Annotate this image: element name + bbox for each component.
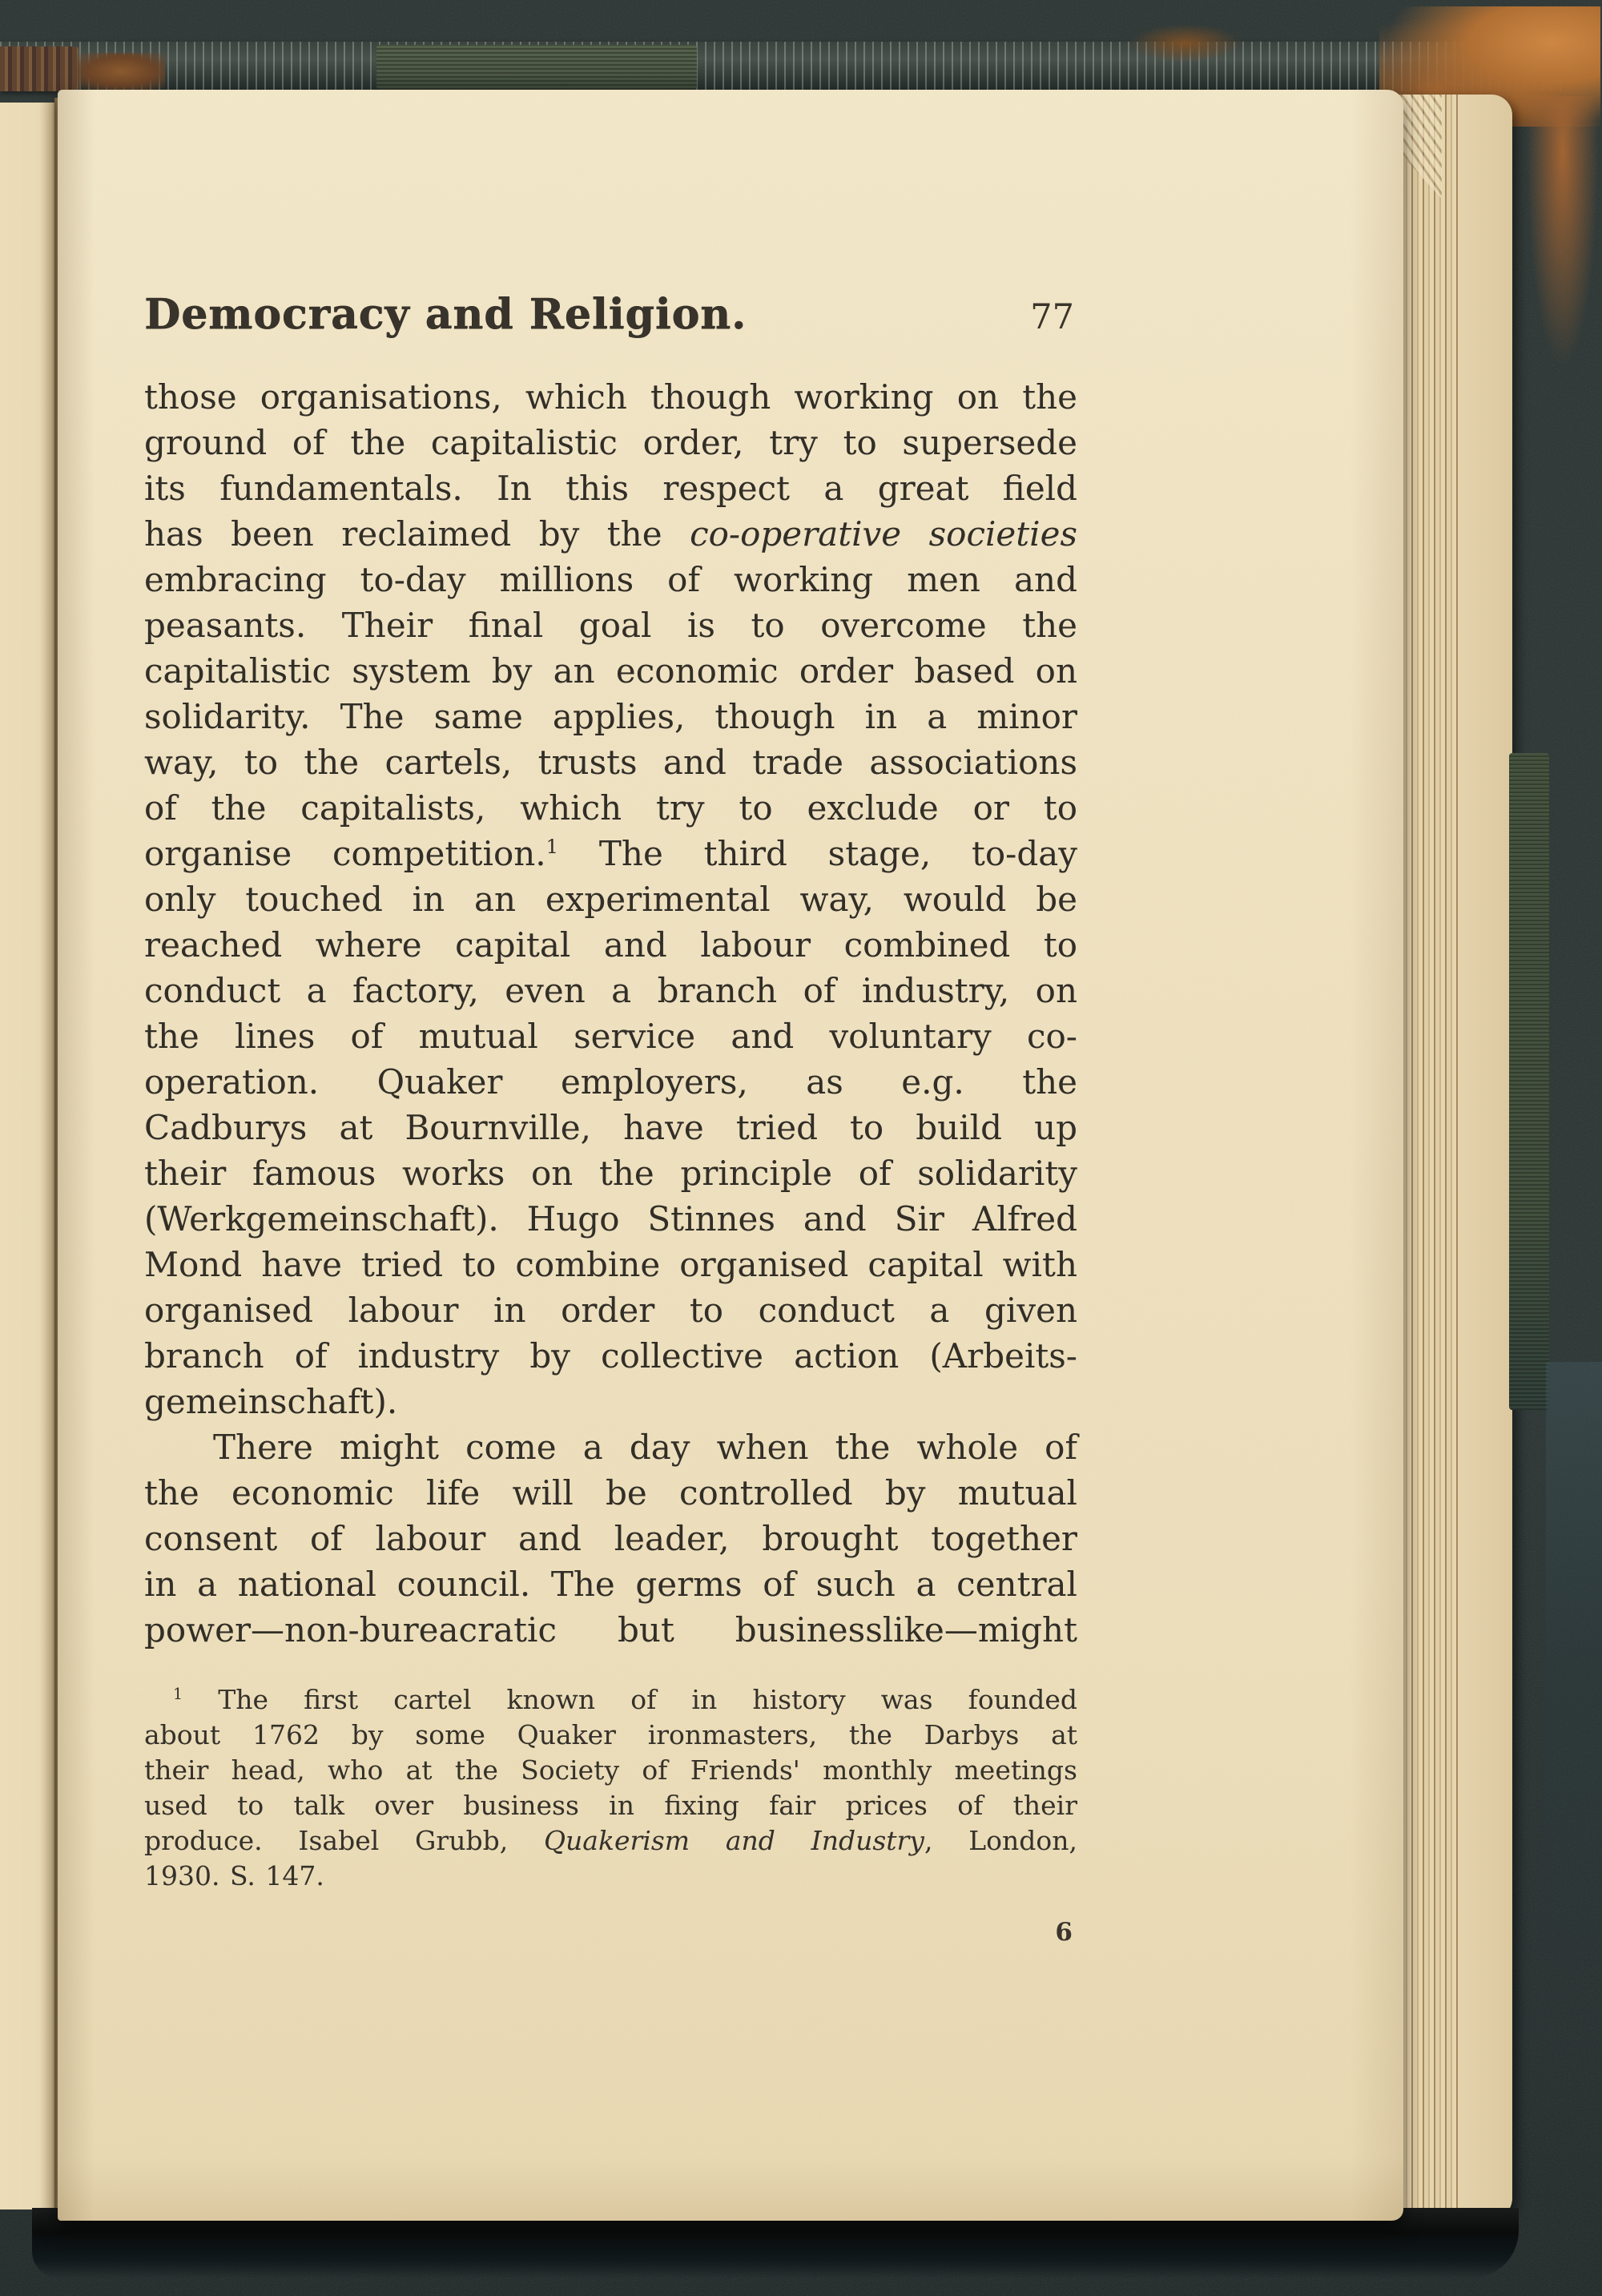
rust-patch <box>77 53 165 90</box>
text-line: peasants. Their final goal is to overcome the <box>144 606 1077 645</box>
paragraph <box>144 1424 1077 1653</box>
previous-page-sliver <box>0 103 56 2209</box>
text-line: reached where capital and labour combined to <box>144 925 1077 965</box>
green-cloth-segment <box>376 45 697 90</box>
text-line: has been reclaimed by the co-operative societies <box>144 514 1077 554</box>
text-line: There might come a day when the whole of <box>213 1428 1077 1467</box>
text-line: the economic life will be controlled by mutual <box>144 1473 1077 1513</box>
page-stack-edges <box>1400 95 1512 2219</box>
signature-mark: 6 <box>1055 1918 1073 1947</box>
text-line: of the capitalists, which try to exclude or to <box>144 788 1077 828</box>
text-line: Mond have tried to combine organised capital with <box>144 1245 1077 1284</box>
text-line: branch of industry by collective action (Arbeits- <box>144 1336 1077 1376</box>
paragraph <box>144 374 1077 1424</box>
text-line: their head, who at the Society of Friends' monthly meetings <box>144 1754 1077 1786</box>
worn-leather-strip <box>0 46 78 91</box>
text-line: Cadburys at Bournville, have tried to build up <box>144 1108 1077 1147</box>
text-line: (Werkgemeinschaft). Hugo Stinnes and Sir Alfred <box>144 1199 1077 1239</box>
worn-spot <box>1129 24 1242 62</box>
text-line: consent of labour and leader, brought together <box>144 1519 1077 1558</box>
page-number: 77 <box>1030 297 1074 337</box>
cover-sheen <box>1546 1362 1602 1971</box>
page-title: Democracy and Religion. <box>144 290 747 339</box>
text-line: solidarity. The same applies, though in a minor <box>144 697 1077 736</box>
page-edge-lines <box>1400 95 1458 2219</box>
text-line: organised labour in order to conduct a given <box>144 1291 1077 1330</box>
text-line: in a national council. The germs of such a central <box>144 1565 1077 1604</box>
cover-green-strip <box>1509 753 1549 1410</box>
text-line: ground of the capitalistic order, try to supersede <box>144 423 1077 462</box>
text-line: way, to the cartels, trusts and trade associations <box>144 743 1077 782</box>
cover-top-edge <box>0 42 1564 91</box>
page-header <box>144 290 1077 339</box>
page-content <box>144 90 1077 2221</box>
body-text <box>144 374 1077 1653</box>
footnote <box>144 1682 1077 1894</box>
worn-corner-patch <box>1527 96 1599 369</box>
text-line: conduct a factory, even a branch of industry, on <box>144 971 1077 1010</box>
text-line: its fundamentals. In this respect a great field <box>144 469 1077 508</box>
text-line: power—non-bureacratic but businesslike—might <box>144 1610 1077 1649</box>
text-line: 1930. S. 147. <box>144 1860 324 1891</box>
text-line: only touched in an experimental way, would be <box>144 880 1077 919</box>
text-line: produce. Isabel Grubb, Quakerism and Industry, London, <box>144 1825 1077 1856</box>
text-line: operation. Quaker employers, as e.g. the <box>144 1062 1077 1102</box>
text-line: their famous works on the principle of solidarity <box>144 1154 1077 1193</box>
book-page <box>58 90 1403 2221</box>
text-line: about 1762 by some Quaker ironmasters, the Darbys at <box>144 1719 1077 1750</box>
text-line: gemeinschaft). <box>144 1382 398 1421</box>
text-line: $^1$ The first cartel known of in history was founded <box>173 1684 1077 1715</box>
text-line: those organisations, which though working on the <box>144 377 1077 417</box>
text-line: the lines of mutual service and voluntary co- <box>144 1017 1077 1056</box>
text-line: used to talk over business in fixing fair prices of their <box>144 1790 1077 1821</box>
text-line: organise competition.$^1$ The third stage, to-day <box>144 834 1078 873</box>
text-line: embracing to-day millions of working men and <box>144 560 1077 599</box>
text-line: capitalistic system by an economic order based on <box>144 651 1077 691</box>
